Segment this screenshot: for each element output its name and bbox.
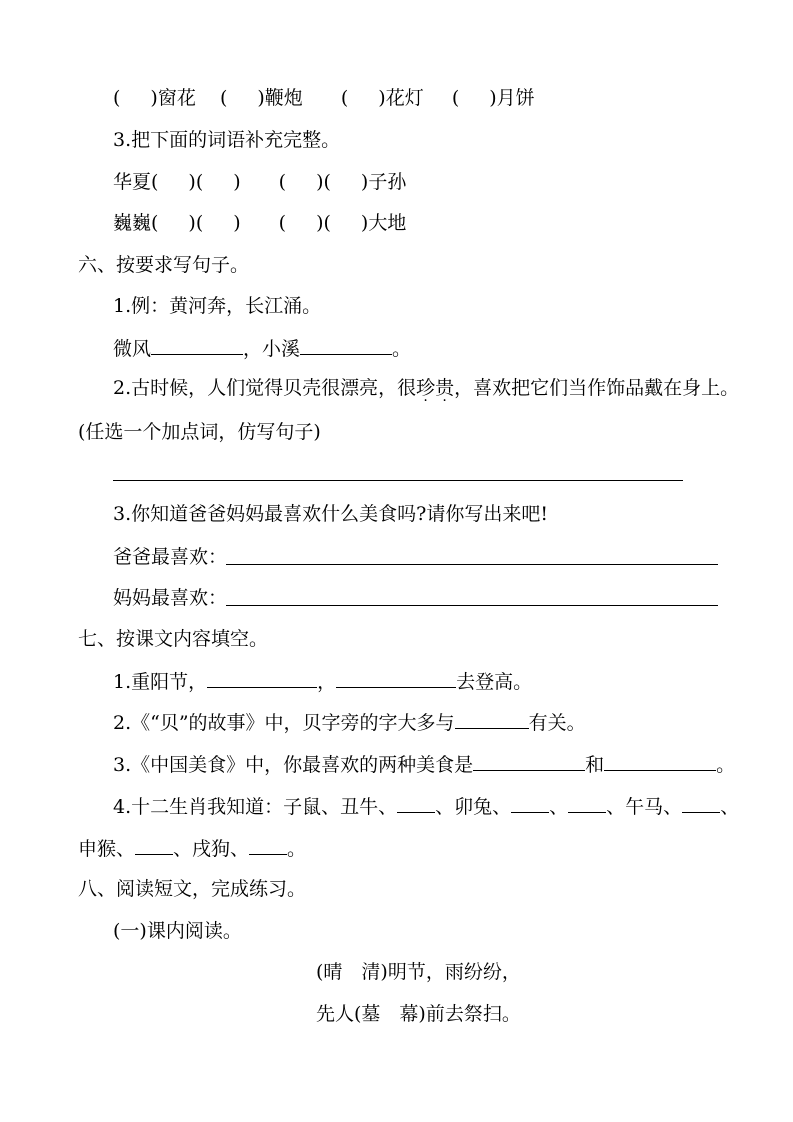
s6-q1-mid: ，小溪 xyxy=(243,338,301,360)
idiom-sep: )( xyxy=(188,212,204,234)
s7-q4-text: 、卯兔、 xyxy=(435,796,512,818)
idiom-start: 华夏( xyxy=(113,171,159,193)
s7-q1-comma: ， xyxy=(317,671,337,693)
answer-blank[interactable] xyxy=(336,669,456,688)
s6-q2 xyxy=(113,376,739,400)
answer-blank[interactable] xyxy=(511,794,549,813)
s7-q4-text: 、戌狗、 xyxy=(173,838,250,860)
answer-blank[interactable] xyxy=(300,336,392,355)
s6-q2-text: 2.古时候，人们觉得贝壳很漂亮，很 xyxy=(113,377,417,399)
idiom-sep: ( xyxy=(278,171,287,193)
idiom-sep: )( xyxy=(316,212,331,234)
s7-q3 xyxy=(113,752,735,777)
s7-q2 xyxy=(113,710,586,735)
s7-q4-text: 申猴、 xyxy=(78,838,136,860)
s6-q1-end: 。 xyxy=(392,338,412,360)
s7-q1-text: 去登高。 xyxy=(456,671,533,693)
poem-line-2: 先人(墓 幕)前去祭扫。 xyxy=(316,1003,521,1025)
idiom-sep: ) xyxy=(233,212,241,234)
idiom-row-2 xyxy=(113,211,406,235)
answer-blank[interactable] xyxy=(682,794,720,813)
s7-q3-text: 和 xyxy=(585,754,605,776)
answer-blank[interactable] xyxy=(473,752,585,771)
idiom-end: )子孙 xyxy=(360,171,407,193)
answer-blank[interactable] xyxy=(249,836,287,855)
s7-q4-text: 、 xyxy=(549,796,569,818)
answer-blank[interactable] xyxy=(604,752,716,771)
dotted-word: 珍 xyxy=(416,377,436,399)
dad-label: 爸爸最喜欢： xyxy=(113,546,228,568)
idiom-sep: ) xyxy=(233,171,241,193)
idiom-row-1 xyxy=(113,170,406,194)
s6-q1-answer-row xyxy=(113,336,411,361)
section-6-heading: 六、按要求写句子。 xyxy=(78,254,250,276)
s7-q2-text: 2.《“贝”的故事》中，贝字旁的字大多与 xyxy=(113,712,455,734)
question-3-title: 3.把下面的词语补充完整。 xyxy=(113,129,341,151)
paren-open: ( xyxy=(113,87,121,109)
mom-answer-line[interactable] xyxy=(226,605,718,606)
s7-q1-text: 1.重阳节， xyxy=(113,671,208,693)
s6-q2-note: (任选一个加点词，仿写句子) xyxy=(78,421,321,443)
s8-subheading: (一)课内阅读。 xyxy=(113,920,242,942)
section-7-heading: 七、按课文内容填空。 xyxy=(78,628,269,650)
answer-blank[interactable] xyxy=(397,794,435,813)
section-8-heading: 八、阅读短文，完成练习。 xyxy=(78,878,307,900)
s6-q3: 3.你知道爸爸妈妈最喜欢什么美食吗?请你写出来吧! xyxy=(113,503,548,525)
s7-q4-text: 4.十二生肖我知道：子鼠、丑牛、 xyxy=(113,796,398,818)
dad-answer-line[interactable] xyxy=(226,564,718,565)
word-window-flower: )窗花 xyxy=(150,87,196,109)
paren-open: ( xyxy=(451,87,460,109)
paren-open: ( xyxy=(340,87,349,109)
answer-blank[interactable] xyxy=(151,336,243,355)
answer-blank[interactable] xyxy=(455,710,529,729)
word-firecracker: )鞭炮 xyxy=(257,87,303,109)
poem-line-1: (晴 清)明节，雨纷纷， xyxy=(316,961,521,983)
s7-q4-line2 xyxy=(78,836,306,861)
s7-q4-text: 。 xyxy=(287,838,307,860)
s6-q1-prefix: 微风 xyxy=(113,338,152,360)
dotted-word: 贵 xyxy=(435,377,455,399)
s7-q4-text: 、 xyxy=(720,796,740,818)
s7-q4 xyxy=(113,794,739,819)
idiom-end: )大地 xyxy=(360,212,407,234)
word-mooncake: )月饼 xyxy=(489,87,535,109)
s7-q2-text: 有关。 xyxy=(528,712,586,734)
word-blank-row xyxy=(113,86,535,110)
idiom-sep: )( xyxy=(316,171,331,193)
word-lantern: )花灯 xyxy=(378,87,424,109)
s7-q3-text: 3.《中国美食》中，你最喜欢的两种美食是 xyxy=(113,754,474,776)
answer-blank[interactable] xyxy=(207,669,317,688)
idiom-sep: )( xyxy=(188,171,204,193)
s6-q2-text: ，喜欢把它们当作饰品戴在身上。 xyxy=(454,377,740,399)
answer-blank[interactable] xyxy=(568,794,606,813)
idiom-sep: ( xyxy=(278,212,287,234)
s6-example: 1.例：黄河奔，长江涌。 xyxy=(113,295,322,317)
s7-q4-text: 、午马、 xyxy=(606,796,683,818)
s7-q1 xyxy=(113,669,532,694)
s7-q3-text: 。 xyxy=(716,754,736,776)
idiom-start: 巍巍( xyxy=(113,212,159,234)
answer-line[interactable] xyxy=(113,480,683,481)
answer-blank[interactable] xyxy=(135,836,173,855)
paren-open: ( xyxy=(219,87,228,109)
mom-label: 妈妈最喜欢： xyxy=(113,587,228,609)
